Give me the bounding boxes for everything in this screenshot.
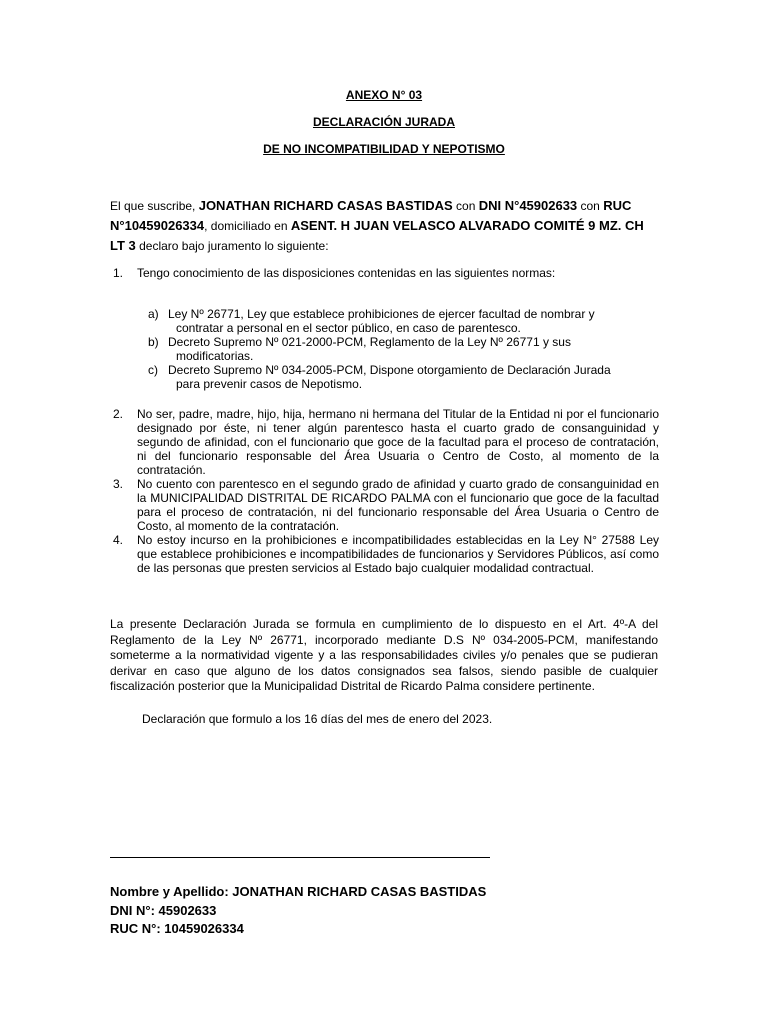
norm-line: para prevenir casos de Nepotismo. [176, 377, 363, 391]
item-number: 3. [113, 477, 124, 491]
item-number: 1. [113, 266, 124, 280]
norm-line: modificatorias. [176, 349, 254, 363]
item-text: Tengo conocimiento de las disposiciones contenidas en las siguientes normas: [137, 266, 556, 280]
annex-number: ANEXO N° 03 [345, 88, 423, 102]
intro-text-1: El que suscribe, [110, 199, 199, 213]
declarant-name: JONATHAN RICHARD CASAS BASTIDAS [198, 198, 453, 213]
norm-line: contratar a personal en el sector público, en caso de parentesco. [176, 321, 521, 335]
item-number: 2. [113, 407, 124, 421]
declarant-dni: DNI N°45902633 [478, 198, 578, 213]
norm-letter: c) [148, 363, 158, 377]
intro-paragraph [110, 196, 658, 256]
item-text: No ser, padre, madre, hijo, hija, hermano ni hermana del Titular de la Entidad ni por el funcionario designado por éste, ni tener algún parentesco hasta el cuarto grado de consanguinidad y segundo de afinidad, con el funcionario que goce de la facultad para el proceso de contratación, ni del funcionario responsable del Área Usuaria o Centro de Costo, al momento de la contratación. [137, 407, 659, 477]
declarant-ruc: RUC N°10459026334 [110, 198, 632, 233]
norm-letter: b) [148, 335, 159, 349]
intro-text-4: , domiciliado en [204, 219, 291, 233]
signature-ruc: RUC N°: 10459026334 [110, 921, 244, 936]
norm-text [168, 307, 658, 335]
closing-paragraph: La presente Declaración Jurada se formula en cumplimiento de lo dispuesto en el Art. 4º-A del Reglamento de la Ley Nº 26771, incorporado mediante D.S Nº 034-2005-PCM, manifestando someterme a la normatividad vigente y a las responsabilidades civiles y/o penales que se pudieran derivar en caso que alguno de los datos consignados sea falsos, siendo pasible de cualquier fiscalización posterior que la Municipalidad Distrital de Ricardo Palma considere pertinente. [110, 617, 658, 693]
norm-text [168, 335, 658, 363]
norm-line: Decreto Supremo Nº 021-2000-PCM, Reglamento de la Ley Nº 26771 y sus [168, 335, 571, 349]
date-line: Declaración que formulo a los 16 días del mes de enero del 2023. [142, 712, 493, 726]
norm-line: Decreto Supremo Nº 034-2005-PCM, Dispone otorgamiento de Declaración Jurada [168, 363, 611, 377]
declarant-address: ASENT. H JUAN VELASCO ALVARADO COMITÉ 9 MZ. CH LT 3 [110, 218, 644, 253]
norm-letter: a) [148, 307, 159, 321]
intro-text-2: con [452, 199, 479, 213]
signature-name: Nombre y Apellido: JONATHAN RICHARD CASAS BASTIDAS [110, 884, 487, 899]
item-text: No estoy incurso en la prohibiciones e incompatibilidades establecidas en la Ley N° 27588 Ley que establece prohibiciones e incompatibilidades de funcionarios y Servidores Públicos, así como de las personas que presten servicios al Estado bajo cualquier modalidad contractual. [137, 533, 659, 575]
norm-text [168, 363, 658, 391]
norm-line: Ley Nº 26771, Ley que establece prohibiciones de ejercer facultad de nombrar y [168, 307, 595, 321]
item-text: No cuento con parentesco en el segundo grado de afinidad y cuarto grado de consanguinidad en la MUNICIPALIDAD DISTRITAL DE RICARDO PALMA con el funcionario que goce de la facultad para el proceso de contratación, ni del funcionario responsable del Área Usuaria o Centro de Costo, al momento de la contratación. [137, 477, 659, 533]
document-subtitle: DE NO INCOMPATIBILIDAD Y NEPOTISMO [263, 142, 505, 156]
item-number: 4. [113, 533, 124, 547]
signature-dni: DNI N°: 45902633 [110, 903, 217, 918]
intro-text-3: con [577, 199, 604, 213]
signature-line [110, 857, 490, 858]
intro-text-5: declaro bajo juramento lo siguiente: [135, 239, 329, 253]
document-title: DECLARACIÓN JURADA [312, 115, 455, 129]
